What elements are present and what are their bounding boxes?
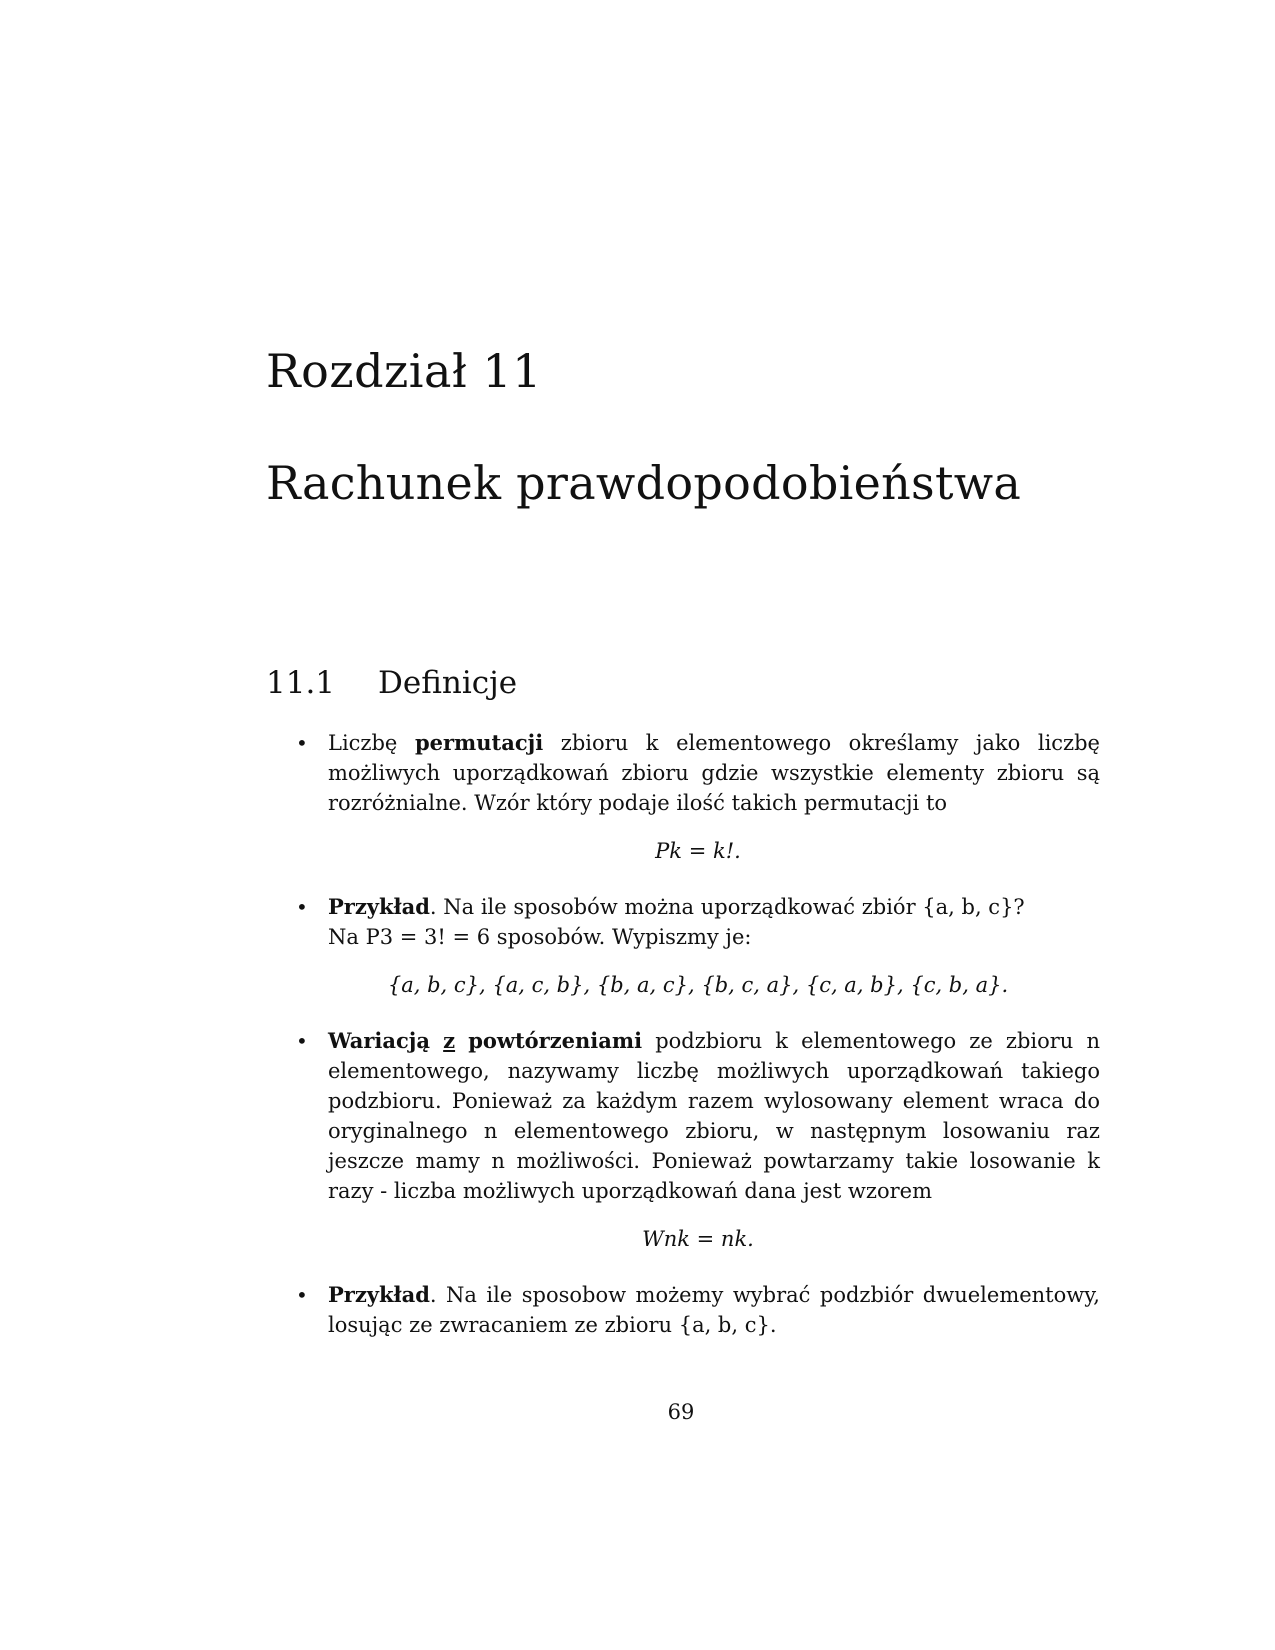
definitions-list xyxy=(296,728,1100,1340)
bullet-icon: • xyxy=(296,895,308,919)
item-text: . Na ile sposobow możemy wybrać podzbiór dwuelementowy, losując ze zwracaniem ze zbioru {a, b, c}. xyxy=(328,1283,1100,1337)
example-label: Przykład xyxy=(328,1282,430,1307)
section-heading xyxy=(266,665,518,701)
list-item-example-2 xyxy=(296,1280,1100,1340)
bullet-icon: • xyxy=(296,1283,308,1307)
formula-permutation-list: {a, b, c}, {a, c, b}, {b, a, c}, {b, c, a}, {c, a, b}, {c, b, a}. xyxy=(387,973,1009,997)
chapter-title: Rachunek prawdopodobieństwa xyxy=(266,456,1022,510)
item-text-line2: Na P3 = 3! = 6 sposobów. Wypiszmy je: xyxy=(328,925,752,949)
item-text: . Na ile sposobów można uporządkować zbiór {a, b, c}? xyxy=(429,895,1025,919)
formula-permutation: Pk = k!. xyxy=(655,839,741,863)
chapter-label: Rozdział 11 xyxy=(266,344,542,398)
list-item-variation xyxy=(296,1026,1100,1254)
page-number: 69 xyxy=(667,1400,695,1424)
bullet-icon: • xyxy=(296,731,308,755)
list-item-permutation xyxy=(296,728,1100,866)
list-item-example-1 xyxy=(296,892,1100,1000)
term-variation-z: z xyxy=(443,1028,456,1053)
section-number: 11.1 xyxy=(266,665,336,701)
term-permutation: permutacji xyxy=(414,730,544,755)
item-text: podzbioru k elementowego ze zbioru n elementowego, nazywamy liczbę możliwych uporządkowań takiego podzbioru. Ponieważ za każdym razem wylosowany element wraca do oryginalnego n elementowego zbioru, w następnym losowaniu raz jeszcze mamy n możliwości. Ponieważ powtarzamy takie losowanie k razy - liczba możliwych uporządkowań dana jest wzorem xyxy=(328,1029,1100,1203)
item-text: zbioru k elementowego określamy jako liczbę możliwych uporządkowań zbioru gdzie wszystkie elementy zbioru są rozróżnialne. Wzór który podaje ilość takich permutacji to xyxy=(328,731,1100,815)
formula-variation: Wnk = nk. xyxy=(642,1227,754,1251)
item-text-pre: Liczbę xyxy=(328,731,415,755)
bullet-icon: • xyxy=(296,1029,308,1053)
section-title: Definicje xyxy=(378,665,518,701)
example-label: Przykład xyxy=(328,894,430,919)
term-variation-repeats: powtórzeniami xyxy=(468,1028,643,1053)
term-variation: Wariacją xyxy=(328,1028,431,1053)
